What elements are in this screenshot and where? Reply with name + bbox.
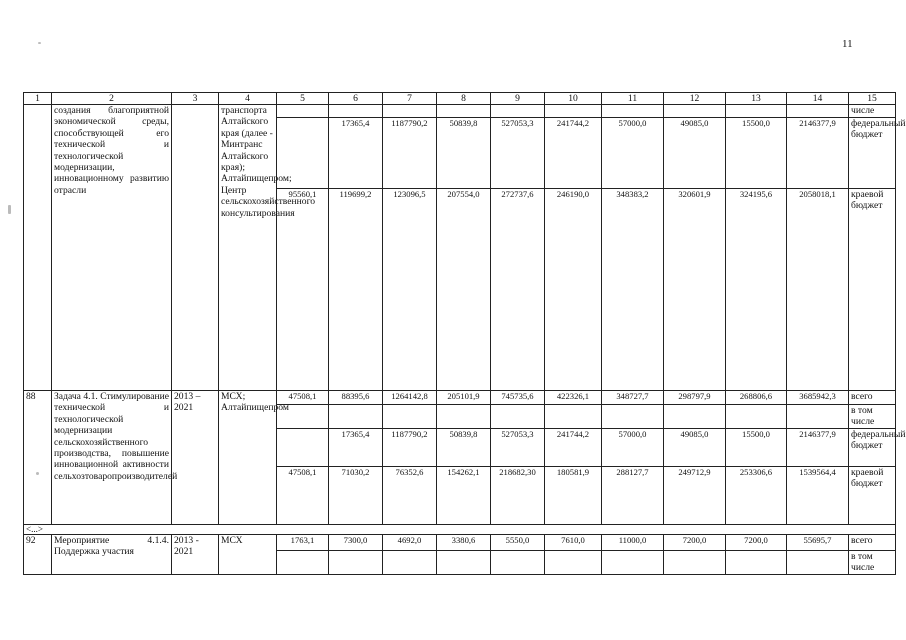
value-cell — [277, 551, 329, 575]
value-cell — [545, 105, 602, 118]
column-header: 13 — [726, 93, 787, 105]
value-cell — [437, 105, 491, 118]
column-header: 2 — [52, 93, 172, 105]
value-cell: 246190,0 — [545, 189, 602, 391]
value-cell: 527053,3 — [491, 118, 545, 189]
value-cell: 249712,9 — [664, 467, 726, 525]
description-cell: Задача 4.1. Стимулирование технической и технологической модернизации сельскохозяйственного производства, повышение инновационной активности сельхозтоваропроизводителей — [52, 391, 172, 525]
value-cell: 7610,0 — [545, 535, 602, 551]
value-cell: 123096,5 — [383, 189, 437, 391]
value-cell: 49085,0 — [664, 429, 726, 467]
funding-source-cell: всего — [849, 535, 896, 551]
row-number-cell — [24, 105, 52, 391]
value-cell — [787, 105, 849, 118]
table-body — [24, 93, 906, 575]
value-cell: 348383,2 — [602, 189, 664, 391]
value-cell — [329, 551, 383, 575]
column-header: 3 — [172, 93, 219, 105]
scan-speck — [38, 42, 41, 44]
table-row — [24, 535, 896, 551]
value-cell — [545, 405, 602, 429]
funding-source-cell: в том числе — [849, 551, 896, 575]
omission-row — [24, 525, 896, 535]
column-header: 11 — [602, 93, 664, 105]
description-cell: создания благоприятной экономической среды, способствующей его технической и технологической модернизации, инновационному развитию отрасли — [52, 105, 172, 391]
column-header: 14 — [787, 93, 849, 105]
value-cell — [383, 551, 437, 575]
value-cell: 2058018,1 — [787, 189, 849, 391]
value-cell: 1539564,4 — [787, 467, 849, 525]
value-cell — [602, 551, 664, 575]
column-header: 7 — [383, 93, 437, 105]
years-cell: 2013 – 2021 — [172, 391, 219, 525]
value-cell — [383, 105, 437, 118]
value-cell — [437, 551, 491, 575]
column-header: 5 — [277, 93, 329, 105]
row-number-cell: 88 — [24, 391, 52, 525]
value-cell — [726, 551, 787, 575]
value-cell: 2146377,9 — [787, 429, 849, 467]
value-cell: 745735,6 — [491, 391, 545, 405]
value-cell: 88395,6 — [329, 391, 383, 405]
funding-source-cell: федеральный бюджет — [849, 429, 896, 467]
value-cell — [602, 105, 664, 118]
value-cell: 241744,2 — [545, 429, 602, 467]
years-cell: 2013 - 2021 — [172, 535, 219, 575]
value-cell: 1187790,2 — [383, 118, 437, 189]
value-cell — [383, 405, 437, 429]
value-cell: 207554,0 — [437, 189, 491, 391]
description-cell: Мероприятие 4.1.4. Поддержка участия — [52, 535, 172, 575]
value-cell: 1264142,8 — [383, 391, 437, 405]
funding-source-cell: числе — [849, 105, 896, 118]
value-cell: 241744,2 — [545, 118, 602, 189]
value-cell — [437, 405, 491, 429]
value-cell: 2146377,9 — [787, 118, 849, 189]
value-cell: 527053,3 — [491, 429, 545, 467]
value-cell: 7200,0 — [664, 535, 726, 551]
value-cell: 298797,9 — [664, 391, 726, 405]
page-number: 11 — [842, 38, 853, 50]
column-header: 1 — [24, 93, 52, 105]
value-cell: 1187790,2 — [383, 429, 437, 467]
value-cell: 57000,0 — [602, 118, 664, 189]
value-cell: 422326,1 — [545, 391, 602, 405]
value-cell: 49085,0 — [664, 118, 726, 189]
value-cell: 71030,2 — [329, 467, 383, 525]
table-row — [24, 105, 896, 118]
omission-marker: <...> — [24, 525, 896, 535]
value-cell: 288127,7 — [602, 467, 664, 525]
value-cell: 218682,30 — [491, 467, 545, 525]
value-cell: 47508,1 — [277, 391, 329, 405]
value-cell — [787, 551, 849, 575]
value-cell — [664, 551, 726, 575]
scan-speck — [8, 205, 11, 214]
value-cell: 348727,7 — [602, 391, 664, 405]
value-cell: 50839,8 — [437, 118, 491, 189]
executor-cell: МСХ; Алтайпищепром — [219, 391, 277, 525]
funding-source-cell: федеральный бюджет — [849, 118, 896, 189]
executor-cell: транспорта Алтайского края (далее - Минтранс Алтайского края); Алтайпищепром; Центр сельскохозяйственного консультирования — [219, 105, 277, 391]
value-cell: 17365,4 — [329, 429, 383, 467]
value-cell: 11000,0 — [602, 535, 664, 551]
table-row — [24, 391, 896, 405]
value-cell — [329, 405, 383, 429]
column-header: 8 — [437, 93, 491, 105]
value-cell: 95560,1 — [277, 189, 329, 391]
value-cell: 50839,8 — [437, 429, 491, 467]
value-cell — [726, 405, 787, 429]
header-row — [24, 93, 896, 105]
funding-source-cell: в том числе — [849, 405, 896, 429]
value-cell: 272737,6 — [491, 189, 545, 391]
value-cell — [277, 105, 329, 118]
value-cell: 268806,6 — [726, 391, 787, 405]
budget-table — [23, 92, 906, 575]
value-cell: 55695,7 — [787, 535, 849, 551]
column-header: 4 — [219, 93, 277, 105]
value-cell — [491, 551, 545, 575]
value-cell — [491, 105, 545, 118]
value-cell: 15500,0 — [726, 118, 787, 189]
value-cell — [664, 105, 726, 118]
value-cell: 154262,1 — [437, 467, 491, 525]
value-cell — [277, 429, 329, 467]
value-cell: 76352,6 — [383, 467, 437, 525]
value-cell: 5550,0 — [491, 535, 545, 551]
value-cell — [329, 105, 383, 118]
value-cell: 324195,6 — [726, 189, 787, 391]
value-cell — [664, 405, 726, 429]
value-cell: 1763,1 — [277, 535, 329, 551]
column-header: 10 — [545, 93, 602, 105]
value-cell: 320601,9 — [664, 189, 726, 391]
funding-source-cell: всего — [849, 391, 896, 405]
value-cell: 7300,0 — [329, 535, 383, 551]
years-cell — [172, 105, 219, 391]
value-cell: 47508,1 — [277, 467, 329, 525]
value-cell — [545, 551, 602, 575]
funding-source-cell: краевой бюджет — [849, 467, 896, 525]
value-cell: 7200,0 — [726, 535, 787, 551]
value-cell: 4692,0 — [383, 535, 437, 551]
value-cell: 57000,0 — [602, 429, 664, 467]
column-header: 12 — [664, 93, 726, 105]
value-cell: 15500,0 — [726, 429, 787, 467]
value-cell: 3685942,3 — [787, 391, 849, 405]
value-cell — [787, 405, 849, 429]
value-cell: 205101,9 — [437, 391, 491, 405]
executor-cell: МСХ — [219, 535, 277, 575]
value-cell — [602, 405, 664, 429]
funding-source-cell: краевой бюджет — [849, 189, 896, 391]
value-cell: 253306,6 — [726, 467, 787, 525]
column-header: 15 — [849, 93, 896, 105]
column-header: 9 — [491, 93, 545, 105]
value-cell: 3380,6 — [437, 535, 491, 551]
value-cell: 17365,4 — [329, 118, 383, 189]
value-cell: 180581,9 — [545, 467, 602, 525]
value-cell — [491, 405, 545, 429]
column-header: 6 — [329, 93, 383, 105]
row-number-cell: 92 — [24, 535, 52, 575]
value-cell — [726, 105, 787, 118]
value-cell: 119699,2 — [329, 189, 383, 391]
